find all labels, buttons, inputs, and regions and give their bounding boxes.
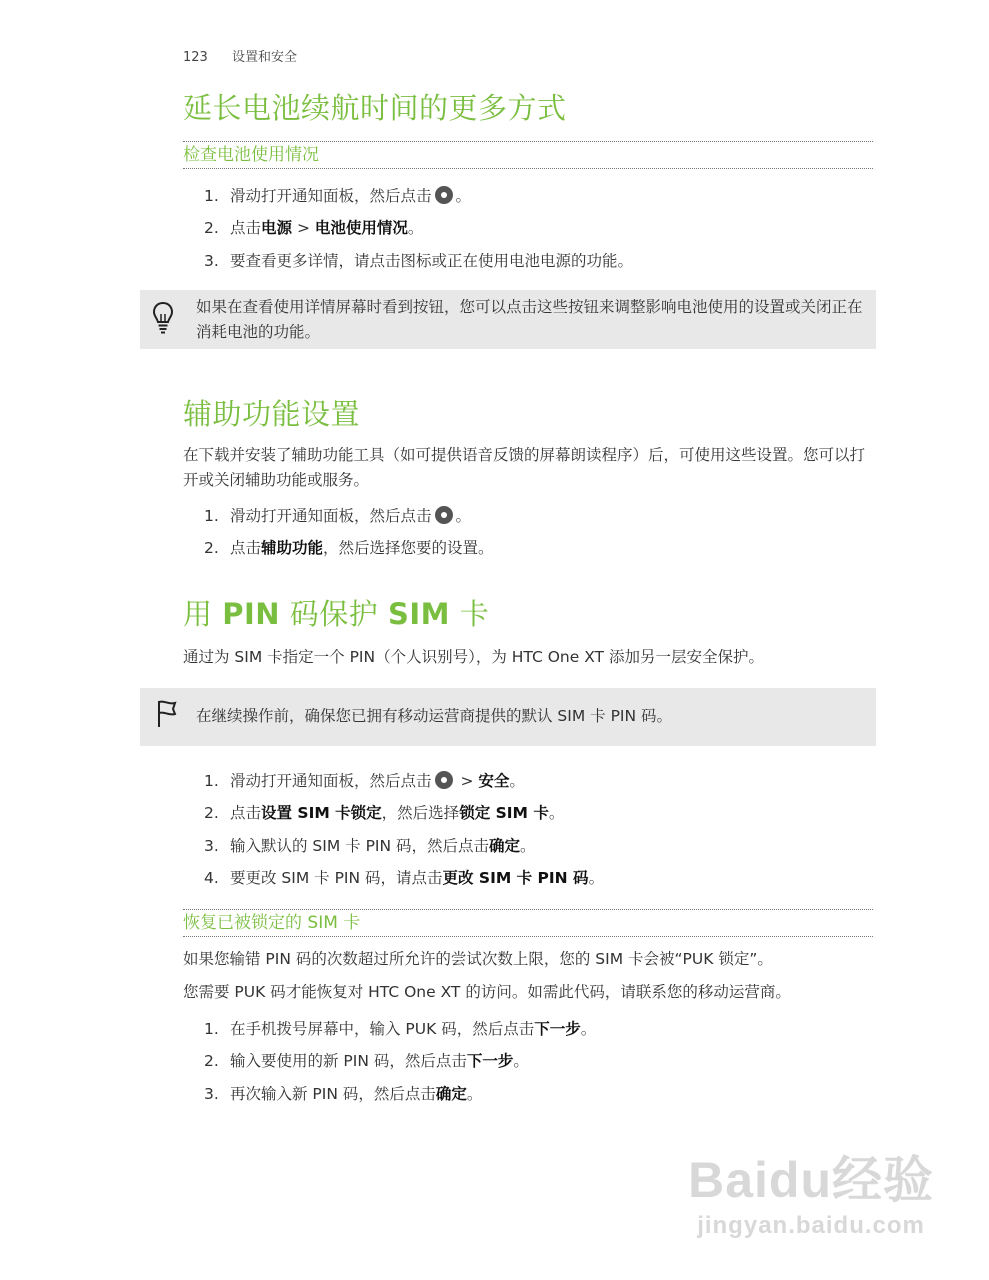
page-number: 123	[183, 50, 208, 65]
list-item: 3. 再次输入新 PIN 码，然后点击确定。	[204, 1085, 483, 1103]
settings-gear-icon	[435, 771, 453, 789]
section-title-accessibility: 辅助功能设置	[183, 397, 361, 431]
settings-gear-icon	[435, 186, 453, 204]
section-title-battery: 延长电池续航时间的更多方式	[183, 91, 567, 125]
list-item: 4. 要更改 SIM 卡 PIN 码，请点击更改 SIM 卡 PIN 码。	[204, 869, 605, 887]
list-item: 2. 点击辅助功能，然后选择您要的设置。	[204, 539, 494, 557]
note-text: 在继续操作前，确保您已拥有移动运营商提供的默认 SIM 卡 PIN 码。	[196, 707, 673, 725]
puk-paragraph-2: 您需要 PUK 码才能恢复对 HTC One XT 的访问。如需此代码，请联系您的移动运营商。	[183, 983, 791, 1001]
note-box	[140, 688, 876, 746]
sim-pin-intro: 通过为 SIM 卡指定一个 PIN（个人识别号），为 HTC One XT 添加另一层安全保护。	[183, 648, 764, 666]
list-item: 2. 输入要使用的新 PIN 码，然后点击下一步。	[204, 1052, 529, 1070]
puk-paragraph-1: 如果您输错 PIN 码的次数超过所允许的尝试次数上限，您的 SIM 卡会被“PUK 锁定”。	[183, 950, 773, 968]
chapter-name: 设置和安全	[231, 50, 297, 65]
subsection-unlock-sim: 恢复已被锁定的 SIM 卡	[183, 909, 873, 937]
list-item: 3. 输入默认的 SIM 卡 PIN 码，然后点击确定。	[204, 837, 536, 855]
watermark-url: jingyan.baidu.com	[697, 1212, 925, 1239]
list-item: 1. 滑动打开通知面板，然后点击 。	[204, 507, 472, 525]
settings-gear-icon	[435, 506, 453, 524]
running-header	[183, 46, 297, 65]
list-item: 1. 滑动打开通知面板，然后点击 。	[204, 187, 472, 205]
accessibility-intro: 在下载并安装了辅助功能工具（如可提供语音反馈的屏幕朗读程序）后，可使用这些设置。您可以打开或关闭辅助功能或服务。	[183, 446, 866, 489]
tip-box	[140, 290, 876, 349]
list-item: 2. 点击设置 SIM 卡锁定，然后选择锁定 SIM 卡。	[204, 804, 565, 822]
baidu-jingyan-watermark	[688, 1140, 934, 1240]
tip-text: 如果在查看使用详情屏幕时看到按钮，您可以点击这些按钮来调整影响电池使用的设置或关闭正在消耗电池的功能。	[196, 298, 863, 341]
subsection-battery-usage: 检查电池使用情况	[183, 141, 873, 169]
list-item: 3. 要查看更多详情，请点击图标或正在使用电池电源的功能。	[204, 252, 634, 270]
flag-icon	[156, 699, 178, 729]
lightbulb-icon	[152, 301, 174, 335]
list-item: 1. 在手机拨号屏幕中，输入 PUK 码，然后点击下一步。	[204, 1020, 597, 1038]
section-title-sim-pin: 用 PIN 码保护 SIM 卡	[183, 597, 490, 631]
list-item: 2. 点击电源 > 电池使用情况。	[204, 219, 424, 237]
list-item: 1. 滑动打开通知面板，然后点击 > 安全。	[204, 772, 525, 790]
watermark-brand: Baidu经验	[688, 1152, 934, 1208]
